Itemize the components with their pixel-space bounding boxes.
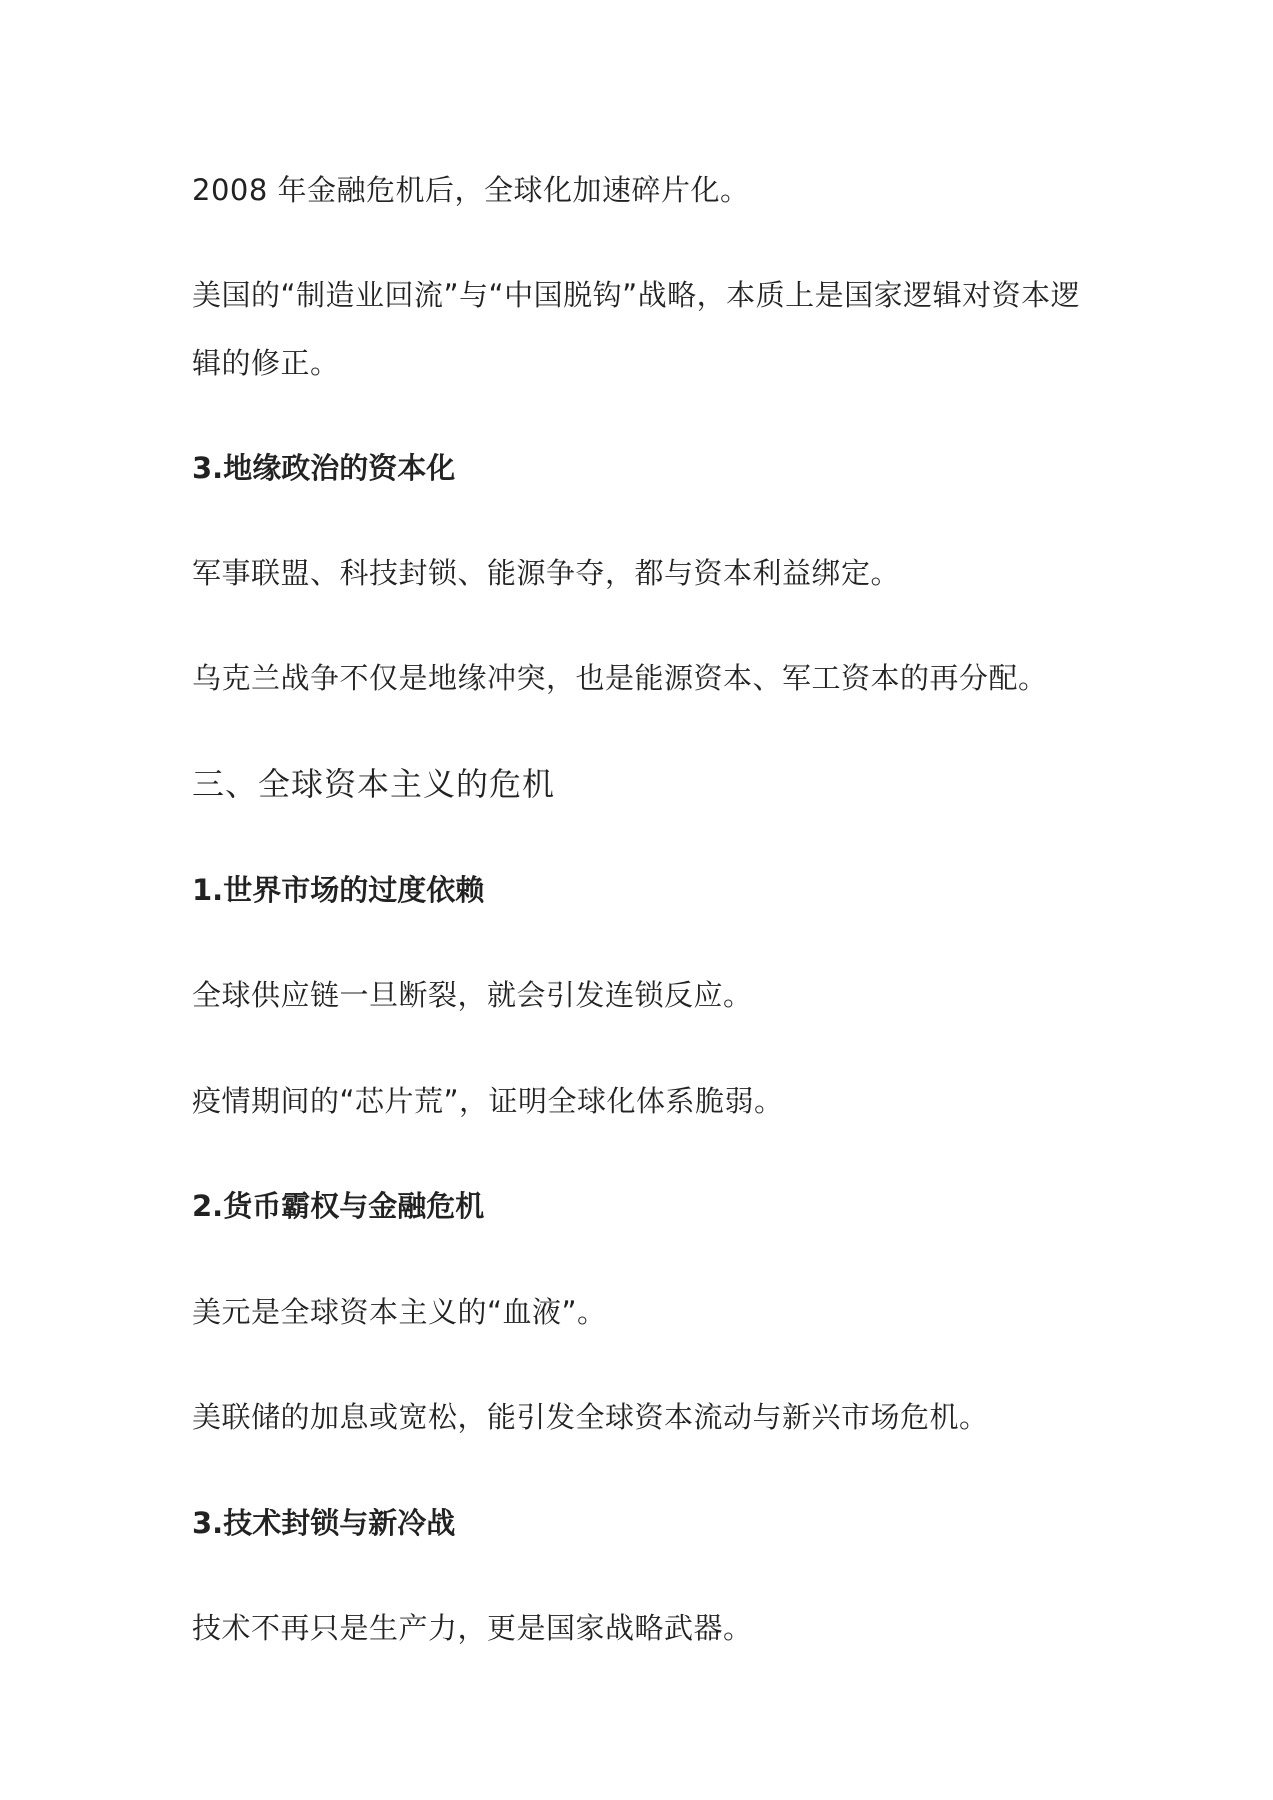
paragraph-supply-chain: 全球供应链一旦断裂，就会引发连锁反应。	[192, 978, 753, 1012]
section-heading-crisis: 三、全球资本主义的危机	[192, 765, 556, 803]
paragraph-chip-shortage: 疫情期间的“芯片荒”，证明全球化体系脆弱。	[192, 1084, 784, 1118]
paragraph-military-alliance: 军事联盟、科技封锁、能源争夺，都与资本利益绑定。	[192, 556, 901, 590]
heading-geopolitics: 3.地缘政治的资本化	[192, 451, 456, 485]
paragraph-tech-weapon: 技术不再只是生产力，更是国家战略武器。	[192, 1611, 753, 1645]
paragraph-2008-crisis: 2008 年金融危机后，全球化加速碎片化。	[192, 173, 750, 207]
paragraph-fed: 美联储的加息或宽松，能引发全球资本流动与新兴市场危机。	[192, 1400, 989, 1434]
paragraph-us-strategy-line-1: 美国的“制造业回流”与“中国脱钩”战略，本质上是国家逻辑对资本逻	[192, 278, 1081, 312]
paragraph-ukraine-war: 乌克兰战争不仅是地缘冲突，也是能源资本、军工资本的再分配。	[192, 661, 1048, 695]
heading-market-dependence: 1.世界市场的过度依赖	[192, 873, 485, 907]
heading-currency: 2.货币霸权与金融危机	[192, 1189, 485, 1223]
paragraph-us-strategy-line-2: 辑的修正。	[192, 346, 340, 380]
heading-tech: 3.技术封锁与新冷战	[192, 1506, 456, 1540]
paragraph-dollar: 美元是全球资本主义的“血液”。	[192, 1295, 607, 1329]
